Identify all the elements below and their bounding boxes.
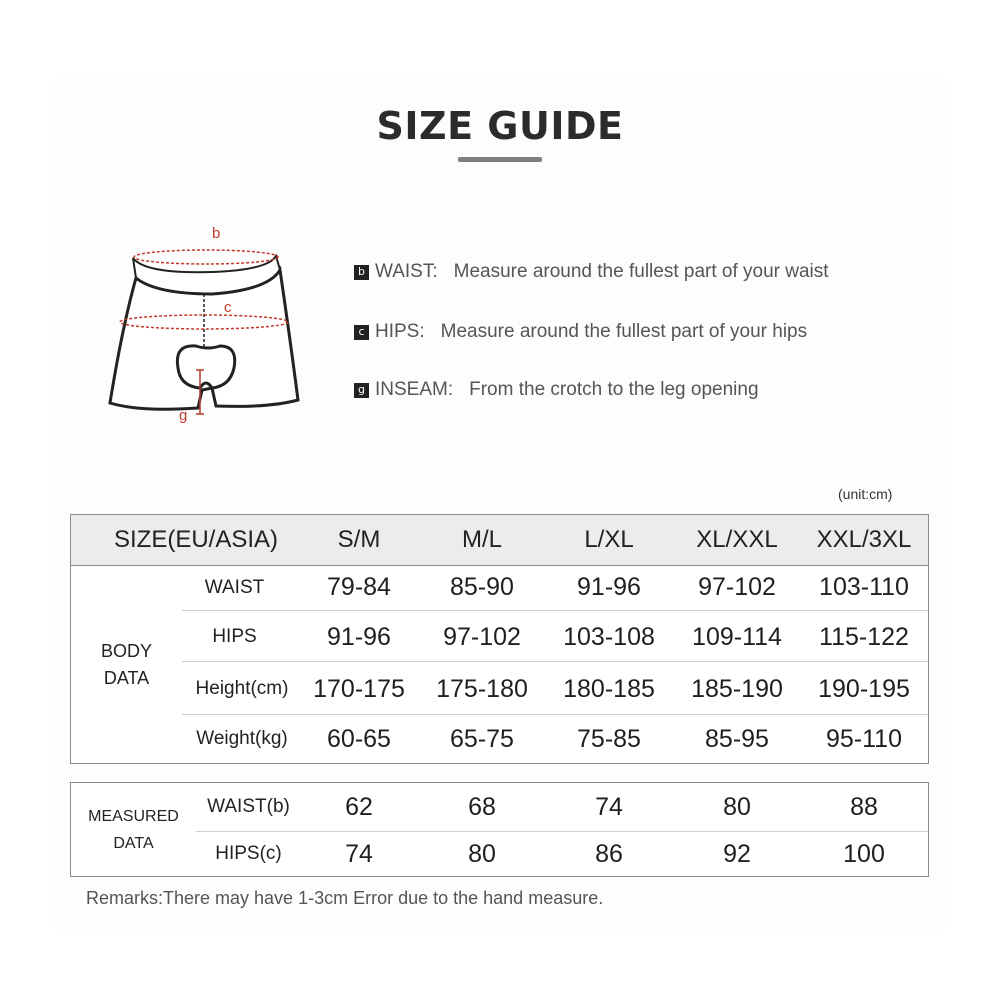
table-cell: 80 (468, 839, 496, 868)
page-title: SIZE GUIDE (376, 104, 624, 148)
row-label: Weight(kg) (196, 728, 288, 749)
size-table-header (71, 515, 928, 566)
table-cell: 185-190 (691, 674, 783, 703)
legend-key: INSEAM: (375, 379, 454, 400)
row-label: WAIST (204, 576, 265, 598)
body-data-label (71, 565, 182, 765)
table-cell: 85-95 (705, 724, 769, 753)
row-label: WAIST(b) (207, 796, 290, 817)
header-size: XXL/3XL (816, 526, 912, 553)
row-divider (182, 610, 928, 611)
table-cell: 79-84 (327, 573, 391, 601)
legend-badge-g: g (354, 383, 369, 398)
table-cell: 97-102 (698, 573, 776, 601)
table-cell: 175-180 (436, 674, 528, 703)
legend-desc: Measure around the fullest part of your waist (453, 261, 829, 282)
measured-table (70, 782, 929, 877)
table-cell: 103-110 (819, 573, 909, 601)
row-label: HIPS (212, 626, 257, 647)
table-cell: 62 (345, 792, 373, 821)
table-cell: 100 (843, 839, 885, 868)
table-cell: 92 (723, 839, 751, 868)
legend-waist (354, 259, 829, 285)
group-label-line: DATA (113, 834, 154, 852)
table-cell: 65-75 (450, 724, 514, 753)
table-cell: 80 (723, 792, 751, 821)
header-size: L/XL (584, 526, 634, 553)
table-cell: 74 (345, 839, 373, 868)
table-cell: 91-96 (577, 573, 641, 601)
legend-key: HIPS: (375, 321, 425, 342)
legend-badge-b: b (354, 265, 369, 280)
table-cell: 85-90 (450, 573, 514, 601)
table-cell: 109-114 (692, 622, 782, 651)
table-cell: 86 (595, 839, 623, 868)
table-cell: 88 (850, 792, 878, 821)
table-cell: 95-110 (826, 724, 902, 753)
header-size: XL/XXL (696, 526, 778, 553)
shorts-diagram (100, 218, 320, 428)
table-cell: 190-195 (818, 674, 910, 703)
diagram-label-g: g (179, 407, 188, 424)
legend-inseam (354, 377, 759, 403)
legend-badge-c: c (354, 325, 369, 340)
unit-label: (unit:cm) (838, 486, 893, 502)
diagram-label-c: c (224, 299, 232, 316)
table-cell: 75-85 (577, 724, 641, 753)
title-underline (458, 157, 542, 162)
table-cell: 97-102 (443, 622, 521, 651)
table-cell: 115-122 (819, 622, 909, 651)
table-cell: 91-96 (327, 622, 391, 651)
diagram-label-b: b (212, 225, 221, 242)
legend-desc: Measure around the fullest part of your hips (440, 321, 808, 342)
table-cell: 170-175 (313, 674, 405, 703)
legend-desc: From the crotch to the leg opening (469, 379, 759, 400)
size-table (70, 514, 929, 764)
measured-data-label (71, 783, 196, 876)
table-cell: 74 (595, 792, 623, 821)
table-cell: 68 (468, 792, 496, 821)
legend-hips (354, 319, 807, 345)
table-cell: 103-108 (563, 622, 655, 651)
group-label-line: MEASURED (88, 807, 179, 825)
legend-key: WAIST: (375, 261, 438, 282)
table-cell: 60-65 (327, 724, 391, 753)
table-cell: 180-185 (563, 674, 655, 703)
row-divider (182, 661, 928, 662)
row-label: HIPS(c) (215, 843, 282, 864)
header-size-label: SIZE(EU/ASIA) (113, 526, 279, 553)
row-label: Height(cm) (195, 678, 289, 699)
header-size: M/L (461, 526, 502, 553)
remarks-text: Remarks:There may have 1-3cm Error due to the hand measure. (86, 888, 604, 908)
group-label-line: DATA (103, 668, 150, 688)
header-size: S/M (337, 526, 381, 553)
group-label-line: BODY (100, 641, 152, 661)
